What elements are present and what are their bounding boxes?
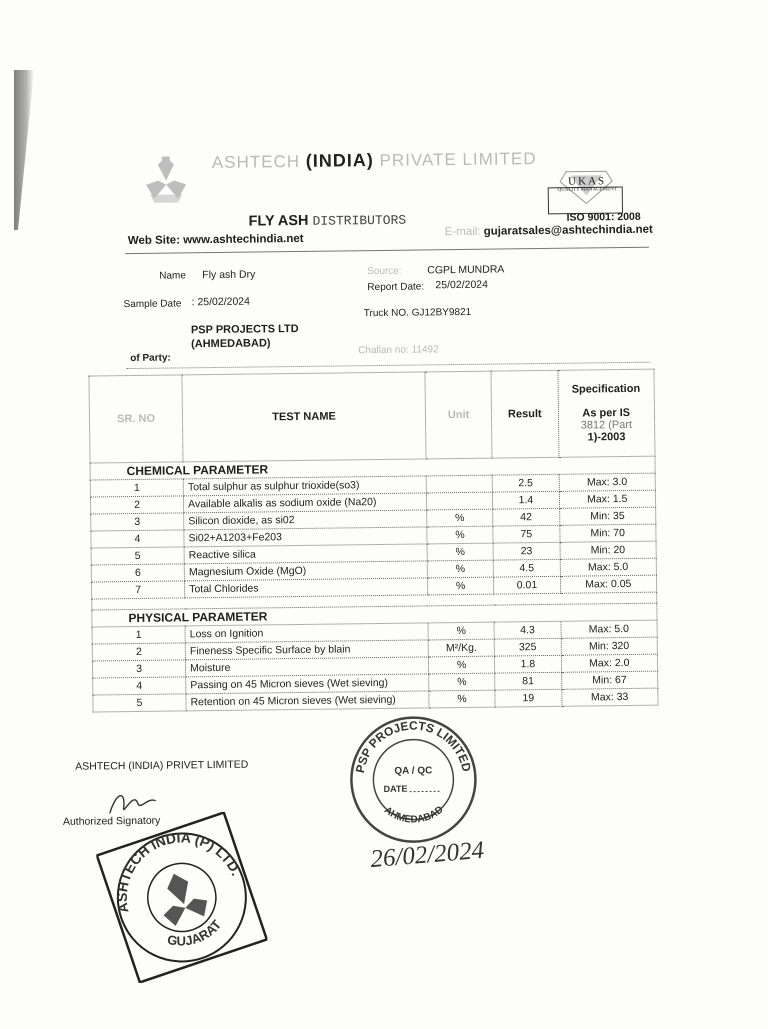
spec-line-3: 1)-2003 (563, 431, 651, 444)
ashtech-logo (142, 154, 191, 207)
truck-label (364, 307, 472, 319)
report-date-label: Report Date: (367, 281, 424, 293)
row-no: 1 (90, 479, 183, 497)
row-result: 75 (493, 525, 559, 543)
psp-bottom-text: AHMEDABAD (382, 804, 446, 826)
company-name (212, 148, 537, 173)
row-spec: Max: 0.05 (560, 575, 657, 593)
row-unit (426, 492, 492, 510)
row-test-name: Fineness Specific Surface by blain (185, 640, 428, 660)
row-no: 7 (91, 581, 184, 599)
row-result: 1.8 (495, 655, 561, 673)
psp-qa-stamp (343, 709, 485, 851)
page-heading (248, 212, 406, 230)
row-unit: % (428, 656, 494, 674)
table-header-row (89, 369, 655, 463)
row-unit: % (427, 526, 493, 544)
row-no: 6 (91, 564, 184, 582)
ashtech-ring-text: ASHTECH INDIA (P) LTD. (96, 811, 245, 916)
email-line (445, 224, 653, 239)
row-test-name: Total Chlorides (185, 578, 428, 598)
row-result: 23 (493, 542, 559, 560)
authorized-signatory: Authorized Signatory (63, 815, 161, 828)
row-unit: % (427, 509, 493, 527)
row-test-name: Retention on 45 Micron sieves (Wet sieving) (186, 691, 429, 711)
row-result: 4.3 (494, 621, 560, 639)
heading-bold: FLY ASH (248, 213, 308, 230)
row-spec: Max: 5.0 (561, 620, 658, 638)
row-unit: % (428, 622, 494, 640)
footer-company: ASHTECH (INDIA) PRIVET LIMITED (75, 759, 248, 773)
row-test-name: Si02+A1203+Fe203 (184, 527, 427, 547)
sample-date-value: : 25/02/2024 (191, 296, 250, 309)
ashtech-bottom-text: GUJARAT (162, 915, 227, 956)
ashtech-company-stamp (96, 811, 268, 983)
header-result: Result (491, 370, 558, 458)
website-line (128, 233, 304, 247)
row-result: 4.5 (493, 559, 559, 577)
row-no: 4 (91, 530, 184, 548)
row-no: 5 (91, 547, 184, 565)
row-result: 19 (495, 689, 561, 707)
psp-ring-text: PSP PROJECTS LIMITED (352, 718, 474, 775)
challan-number: Challan no: 11492 (358, 344, 439, 356)
row-unit: % (429, 673, 495, 691)
row-unit: % (427, 560, 493, 578)
spec-line-2: 3812 (Part (563, 419, 651, 432)
svg-text:AHMEDABAD (382, 804, 446, 826)
header-unit: Unit (425, 371, 492, 459)
row-no: 3 (92, 660, 185, 678)
email-label: E-mail: (445, 226, 481, 238)
ukas-mark: UKAS (552, 175, 622, 188)
psp-qa-text: QA / QC (394, 765, 432, 776)
spec-title: Specification (562, 383, 650, 396)
row-unit: % (429, 690, 495, 708)
company-prefix: ASHTECH (212, 152, 300, 172)
physical-section-title: PHYSICAL PARAMETER (92, 603, 657, 627)
row-spec: Max: 3.0 (559, 473, 656, 491)
party-line-2: (AHMEDABAD) (191, 337, 271, 350)
row-spec: Min: 320 (561, 637, 658, 655)
company-middle: (INDIA) (306, 150, 374, 171)
row-spec: Max: 2.0 (561, 654, 658, 672)
row-test-name: Moisture (186, 657, 429, 677)
header-specification (557, 369, 655, 457)
row-result: 81 (495, 672, 561, 690)
row-result: 42 (493, 508, 559, 526)
row-unit: % (427, 543, 493, 561)
row-no: 2 (92, 643, 185, 661)
row-result: 2.5 (492, 474, 558, 492)
party-line-1: PSP PROJECTS LTD (191, 323, 299, 336)
row-no: 2 (90, 496, 183, 514)
chemical-section-title: CHEMICAL PARAMETER (90, 456, 655, 480)
row-test-name: Loss on Ignition (185, 623, 428, 643)
row-unit (426, 475, 492, 493)
heading-light: DISTRIBUTORS (312, 213, 406, 229)
iso-cert: ISO 9001: 2008 (566, 211, 640, 224)
spec-line-1: As per IS (562, 407, 650, 420)
source-label: Source: (367, 266, 402, 277)
party-label: of Party: (130, 353, 171, 364)
website-link[interactable]: www.ashtechindia.net (183, 233, 303, 246)
row-test-name: Available alkalis as sodium oxide (Na20) (184, 493, 427, 513)
header-test-name: TEST NAME (182, 372, 426, 462)
svg-text:ASHTECH INDIA (P) LTD. (96, 811, 245, 916)
truck-number: GJ12BY9821 (412, 307, 472, 319)
row-spec: Max: 5.0 (560, 558, 657, 576)
ukas-text (552, 175, 622, 194)
info-divider (126, 362, 650, 369)
row-no: 5 (93, 694, 186, 712)
row-result: 0.01 (494, 576, 560, 594)
row-spec: Min: 67 (561, 671, 658, 689)
row-unit: M²/Kg. (428, 639, 494, 657)
row-test-name: Total sulphur as sulphur trioxide(so3) (183, 476, 426, 496)
report-date-value: 25/02/2024 (435, 279, 488, 292)
header-sr-no: SR. NO (89, 375, 183, 463)
psp-date-text: DATE (384, 784, 408, 794)
row-test-name: Reactive silica (184, 544, 427, 564)
header-divider (125, 247, 649, 254)
email-link[interactable]: gujaratsales@ashtechindia.net (484, 224, 653, 238)
row-spec: Min: 70 (559, 524, 656, 542)
handwritten-date: 26/02/2024 (369, 837, 485, 874)
name-label: Name (159, 270, 186, 281)
row-spec: Min: 35 (559, 507, 656, 525)
row-no: 1 (92, 626, 185, 644)
website-label: Web Site: (128, 234, 180, 247)
row-spec: Min: 20 (560, 541, 657, 559)
row-result: 1.4 (493, 491, 559, 509)
row-test-name: Magnesium Oxide (MgO) (184, 561, 427, 581)
row-unit: % (427, 577, 493, 595)
ukas-sub: QUALITY MANAGEMENT (552, 187, 622, 194)
row-result: 325 (494, 638, 560, 656)
name-value: Fly ash Dry (202, 269, 255, 282)
test-results-table (88, 369, 658, 713)
company-suffix: PRIVATE LIMITED (379, 149, 536, 170)
row-no: 4 (93, 677, 186, 695)
row-no: 3 (91, 513, 184, 531)
source-value: CGPL MUNDRA (427, 263, 504, 276)
sample-date-label: Sample Date (124, 298, 182, 310)
truck-label-text: Truck NO. (364, 308, 409, 320)
row-spec: Max: 1.5 (559, 490, 656, 508)
row-test-name: Passing on 45 Micron sieves (Wet sieving) (186, 674, 429, 694)
row-test-name: Silicon dioxide, as si02 (184, 510, 427, 530)
row-spec: Max: 33 (561, 688, 658, 706)
